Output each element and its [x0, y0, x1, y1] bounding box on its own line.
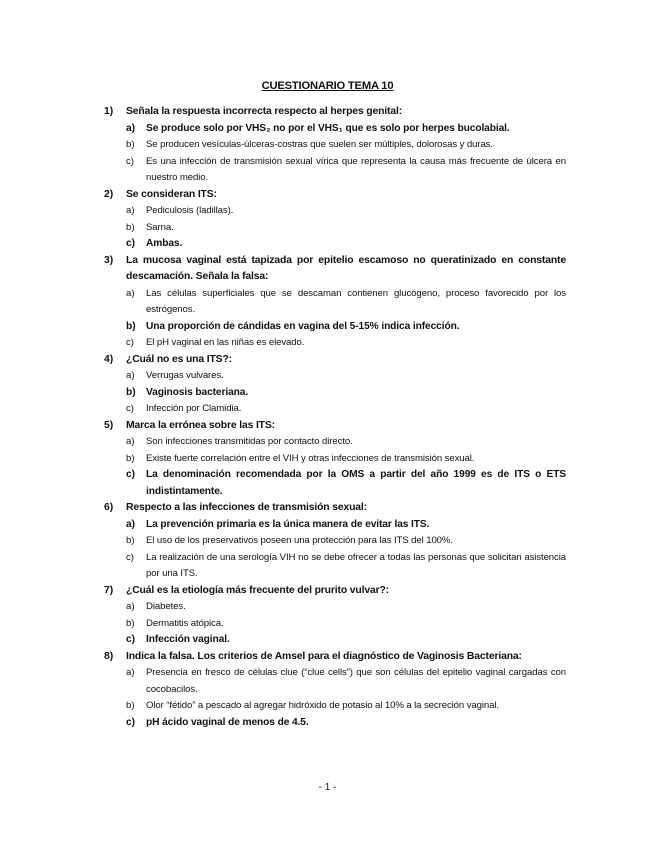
question-text: Marca la errónea sobre las ITS:	[126, 419, 275, 431]
option-letter: c)	[126, 403, 134, 414]
answer-options	[126, 434, 566, 500]
option-text: La prevención primaria es la única manera de evitar las ITS.	[146, 518, 430, 530]
question-number: 8)	[104, 650, 114, 662]
option-text: La denominación recomendada por la OMS a partir del año 1999 es de ITS o ETS indistintamente.	[146, 469, 566, 497]
option-text: Las células superficiales que se descaman contienen glucógeno, proceso favorecido por los estrógenos.	[146, 287, 566, 315]
answer-option-a	[126, 368, 566, 385]
option-text: Infección por Clamidia.	[146, 403, 242, 414]
option-text: El uso de los preservativos poseen una protección para las ITS del 100%.	[146, 535, 453, 546]
option-letter: c)	[126, 155, 134, 167]
answer-option-a	[126, 434, 566, 451]
option-text: Existe fuerte correlación entre el VIH y otras infecciones de transmisión sexual.	[146, 452, 475, 464]
answer-option-c	[126, 236, 566, 253]
option-text: Una proporción de cándidas en vagina del 5-15% indica infección.	[146, 320, 460, 332]
option-letter: c)	[126, 716, 136, 728]
page-number: - 1 -	[318, 782, 337, 793]
answer-options	[126, 517, 566, 583]
answer-options	[126, 368, 566, 418]
option-letter: b)	[126, 320, 136, 332]
option-text: El pH vaginal en las niñas es elevado.	[146, 337, 305, 348]
answer-option-a	[126, 599, 566, 616]
question-number: 1)	[104, 106, 114, 117]
option-letter: b)	[126, 617, 135, 629]
option-letter: a)	[126, 122, 136, 134]
question-text: Indica la falsa. Los criterios de Amsel para el diagnóstico de Vaginosis Bacteriana:	[126, 650, 522, 662]
question-2	[104, 187, 566, 253]
answer-option-c	[126, 550, 566, 583]
option-text: Dermatitis atópica.	[146, 617, 224, 629]
option-text: Sarna.	[146, 221, 174, 233]
question-1	[104, 104, 566, 187]
question-text: Señala la respuesta incorrecta respecto al herpes genital:	[126, 106, 403, 117]
option-letter: a)	[126, 205, 135, 216]
option-letter: b)	[126, 700, 135, 711]
question-text: Respecto a las infecciones de transmisión sexual:	[126, 502, 367, 513]
option-text: Diabetes.	[146, 601, 186, 612]
option-letter: a)	[126, 436, 135, 447]
option-letter: c)	[126, 551, 134, 563]
option-letter: b)	[126, 139, 135, 150]
option-text: Ambas.	[146, 238, 183, 249]
answer-options	[126, 665, 566, 731]
question-number: 4)	[104, 353, 114, 365]
question-number: 2)	[104, 188, 114, 200]
option-letter: c)	[126, 337, 134, 348]
option-text: Olor “fétido” a pescado al agregar hidróxido de potasio al 10% a la secreción vaginal.	[146, 700, 499, 711]
answer-option-c	[126, 715, 566, 732]
answer-option-c	[126, 632, 566, 649]
answer-option-a	[126, 203, 566, 220]
option-text: Presencia en fresco de células clue (“clue cells”) que son células del epitelio vaginal cargadas con cocobacilos.	[146, 667, 566, 695]
answer-option-b	[126, 137, 566, 154]
question-text: La mucosa vaginal está tapizada por epitelio escamoso no queratinizado en constante descamación. Señala la falsa:	[126, 254, 566, 282]
option-text: Se producen vesículas-úlceras-costras que suelen ser múltiples, dolorosas y duras.	[146, 139, 493, 150]
answer-option-c	[126, 401, 566, 418]
answer-options	[126, 599, 566, 649]
question-6	[104, 500, 566, 583]
option-text: Son infecciones transmitidas por contacto directo.	[146, 436, 353, 447]
option-letter: c)	[126, 238, 136, 249]
answer-option-b	[126, 698, 566, 715]
option-text: La realización de una serología VIH no se debe ofrecer a todas las personas que solicitan asistencia por una ITS.	[146, 551, 566, 579]
option-text: Infección vaginal.	[146, 634, 230, 645]
answer-option-b	[126, 220, 566, 237]
answer-option-b	[126, 451, 566, 468]
question-text: Se consideran ITS:	[126, 188, 217, 200]
question-number: 3)	[104, 254, 114, 266]
option-text: Se produce solo por VHS₂ no por el VHS₁ que es solo por herpes bucolabial.	[146, 122, 510, 134]
option-letter: a)	[126, 287, 135, 299]
answer-option-b	[126, 533, 566, 550]
question-number: 7)	[104, 584, 114, 596]
question-text: ¿Cuál no es una ITS?:	[126, 353, 232, 365]
option-letter: b)	[126, 452, 135, 464]
answer-option-b	[126, 616, 566, 633]
answer-option-c	[126, 467, 566, 500]
answer-option-b	[126, 385, 566, 402]
answer-options	[126, 286, 566, 352]
answer-option-b	[126, 319, 566, 336]
option-text: Vaginosis bacteriana.	[146, 386, 249, 398]
question-3	[104, 253, 566, 352]
option-text: Es una infección de transmisión sexual vírica que representa la causa más frecuente de úlcera en nuestro medio.	[146, 155, 566, 183]
questions-list	[104, 104, 566, 731]
option-letter: a)	[126, 667, 135, 678]
question-4	[104, 352, 566, 418]
answer-option-a	[126, 286, 566, 319]
option-letter: c)	[126, 634, 136, 645]
answer-option-a	[126, 517, 566, 534]
answer-option-a	[126, 121, 566, 138]
question-number: 6)	[104, 502, 114, 513]
question-8	[104, 649, 566, 732]
answer-option-c	[126, 335, 566, 352]
answer-option-c	[126, 154, 566, 187]
option-letter: b)	[126, 221, 135, 233]
answer-options	[126, 203, 566, 253]
option-letter: b)	[126, 386, 136, 398]
option-letter: a)	[126, 601, 135, 612]
answer-option-a	[126, 665, 566, 698]
option-text: pH ácido vaginal de menos de 4.5.	[146, 716, 309, 728]
question-number: 5)	[104, 419, 114, 431]
question-7	[104, 583, 566, 649]
question-5	[104, 418, 566, 501]
option-text: Pediculosis (ladillas).	[146, 205, 234, 216]
question-text: ¿Cuál es la etiología más frecuente del prurito vulvar?:	[126, 584, 389, 596]
option-letter: a)	[126, 370, 135, 381]
option-text: Verrugas vulvares.	[146, 370, 224, 381]
option-letter: b)	[126, 535, 135, 546]
answer-options	[126, 121, 566, 187]
option-letter: a)	[126, 518, 136, 530]
option-letter: c)	[126, 469, 136, 480]
page-title: CUESTIONARIO TEMA 10	[261, 80, 394, 92]
